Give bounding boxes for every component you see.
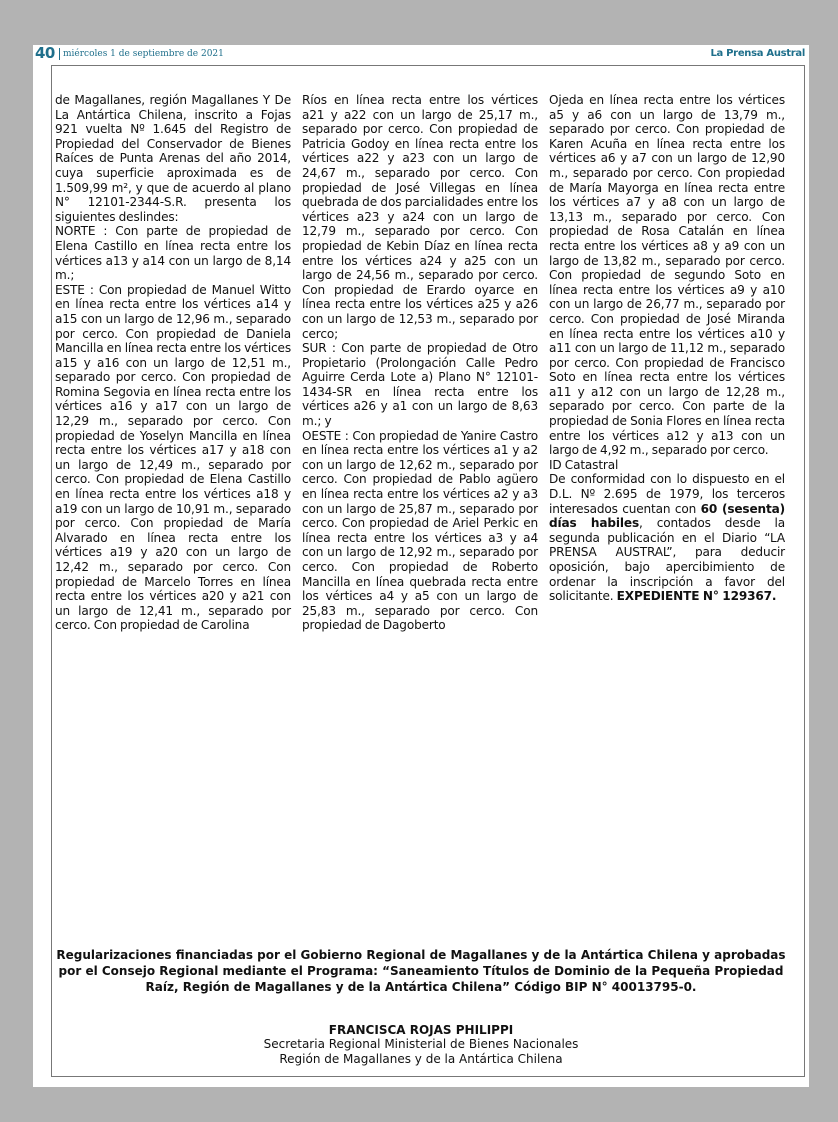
column-2 [302,93,538,633]
newspaper-page [33,45,809,1087]
program-statement: Regularizaciones financiadas por el Gobierno Regional de Magallanes y de la Antártica Chilena y aprobadas por el Consejo Regional mediante el Programa: “Saneamiento Títulos de Dominio de la Pequeña Propiedad Raíz, Región de Magallanes y de la Antártica Chilena” Código BIP N° 40013795-0. [56,948,786,994]
notice-columns [55,93,785,633]
id-catastral: ID Catastral [549,457,619,472]
days-term: 60 (sesenta) días habiles [549,501,785,531]
final-text-before: De conformidad con lo dispuesto en el D.L. Nº 2.695 de 1979, los terceros interesados cuentan con [549,472,785,516]
notice-footer [51,947,791,1067]
header-divider [59,48,60,60]
final-paragraph [549,472,785,603]
publication-date: miércoles 1 de septiembre de 2021 [63,49,224,59]
paragraph-este: ESTE : Con propiedad de Manuel Witto en línea recta entre los vértices a14 y a15 con un largo de 12,96 m., separado por cerco. Con propiedad de Daniela Mancilla en línea recta entre los vértices a15 y a16 con un largo de 12,51 m., separado por cerco. Con propiedad de Romina Segovia en línea recta entre los vértices a16 y a17 con un largo de 12,29 m., separado por cerco. Con propiedad de Yoselyn Mancilla en línea recta entre los vértices a17 y a18 con un largo de 12,49 m., separado por cerco. Con propiedad de Elena Castillo en línea recta entre los vértices a18 y a19 con un largo de 10,91 m., separado por cerco. Con propiedad de María Alvarado en línea recta entre los vértices a19 y a20 con un largo de 12,42 m., separado por cerco. Con propiedad de Marcelo Torres en línea recta entre los vértices a20 y a21 con un largo de 12,41 m., separado por cerco. Con propiedad de Carolina [55,282,291,633]
paragraph: Ríos en línea recta entre los vértices a21 y a22 con un largo de 25,17 m., separado por cerco. Con propiedad de Patricia Godoy en línea recta entre los vértices a22 y a23 con un largo de 24,67 m., separado por cerco. Con propiedad de José Villegas en línea quebrada de dos parcialidades entre los vértices a23 y a24 con un largo de 12,79 m., separado por cerco. Con propiedad de Kebin Díaz en línea recta entre los vértices a24 y a25 con un largo de 24,56 m., separado por cerco. Con propiedad de Erardo oyarce en línea recta entre los vértices a25 y a26 con un largo de 12,53 m., separado por cerco; [302,93,538,341]
signer-name: FRANCISCA ROJAS PHILIPPI [328,1023,514,1037]
page-number: 40 [35,44,55,62]
paragraph-sur: SUR : Con parte de propiedad de Otro Propietario (Prolongación Calle Pedro Aguirre Cerda Lote a) Plano N° 12101-1434-SR en línea recta entre los vértices a26 y a1 con un largo de 8,63 m.; y [302,341,538,429]
signer-role: Secretaria Regional Ministerial de Bienes Nacionales [263,1037,579,1051]
column-1 [55,93,291,633]
column-3 [549,93,785,633]
final-text-after: , contados desde la segunda publicación en el Diario “LA PRENSA AUSTRAL”, para deducir oposición, bajo apercibimiento de ordenar la inscripción a favor del solicitante. [549,516,785,604]
paragraph: Ojeda en línea recta entre los vértices a5 y a6 con un largo de 13,79 m., separado por cerco. Con propiedad de Karen Acuña en línea recta entre los vértices a6 y a7 con un largo de 12,90 m., separado por cerco. Con propiedad de María Mayorga en línea recta entre los vértices a7 y a8 con un largo de 13,13 m., separado por cerco. Con propiedad de Rosa Catalán en línea recta entre los vértices a8 y a9 con un largo de 13,82 m., separado por cerco. Con propiedad de segundo Soto en línea recta entre los vértices a9 y a10 con un largo de 26,77 m., separado por cerco. Con propiedad de José Miranda en línea recta entre los vértices a10 y a11 con un largo de 11,12 m., separado por cerco. Con propiedad de Francisco Soto en línea recta entre los vértices a11 y a12 con un largo de 12,28 m., separado por cerco. Con parte de la propiedad de Sonia Flores en línea recta entre los vértices a12 y a13 con un largo de 4,92 m., separado por cerco. [549,93,785,458]
newspaper-name: La Prensa Austral [710,48,805,59]
signer-region: Región de Magallanes y de la Antártica Chilena [279,1052,563,1066]
paragraph-oeste: OESTE : Con propiedad de Yanire Castro en línea recta entre los vértices a1 y a2 con un largo de 12,62 m., separado por cerco. Con propiedad de Pablo agüero en línea recta entre los vértices a2 y a3 con un largo de 25,87 m., separado por cerco. Con propiedad de Ariel Perkic en línea recta entre los vértices a3 y a4 con un largo de 12,92 m., separado por cerco. Con propiedad de Roberto Mancilla en línea quebrada recta entre los vértices a4 y a5 con un largo de 25,83 m., separado por cerco. Con propiedad de Dagoberto [302,428,538,633]
expediente-number: EXPEDIENTE N° 129367. [616,589,777,604]
page-header [33,45,809,63]
paragraph: de Magallanes, región Magallanes Y De La Antártica Chilena, inscrito a Fojas 921 vuelta Nº 1.645 del Registro de Propiedad del Conservador de Bienes Raíces de Punta Arenas del año 2014, cuya superficie aproximada es de 1.509,99 m², y que de acuerdo al plano N° 12101-2344-S.R. presenta los siguientes deslindes: [55,93,291,224]
paragraph-norte: NORTE : Con parte de propiedad de Elena Castillo en línea recta entre los vértices a13 y a14 con un largo de 8,14 m.; [55,224,291,283]
